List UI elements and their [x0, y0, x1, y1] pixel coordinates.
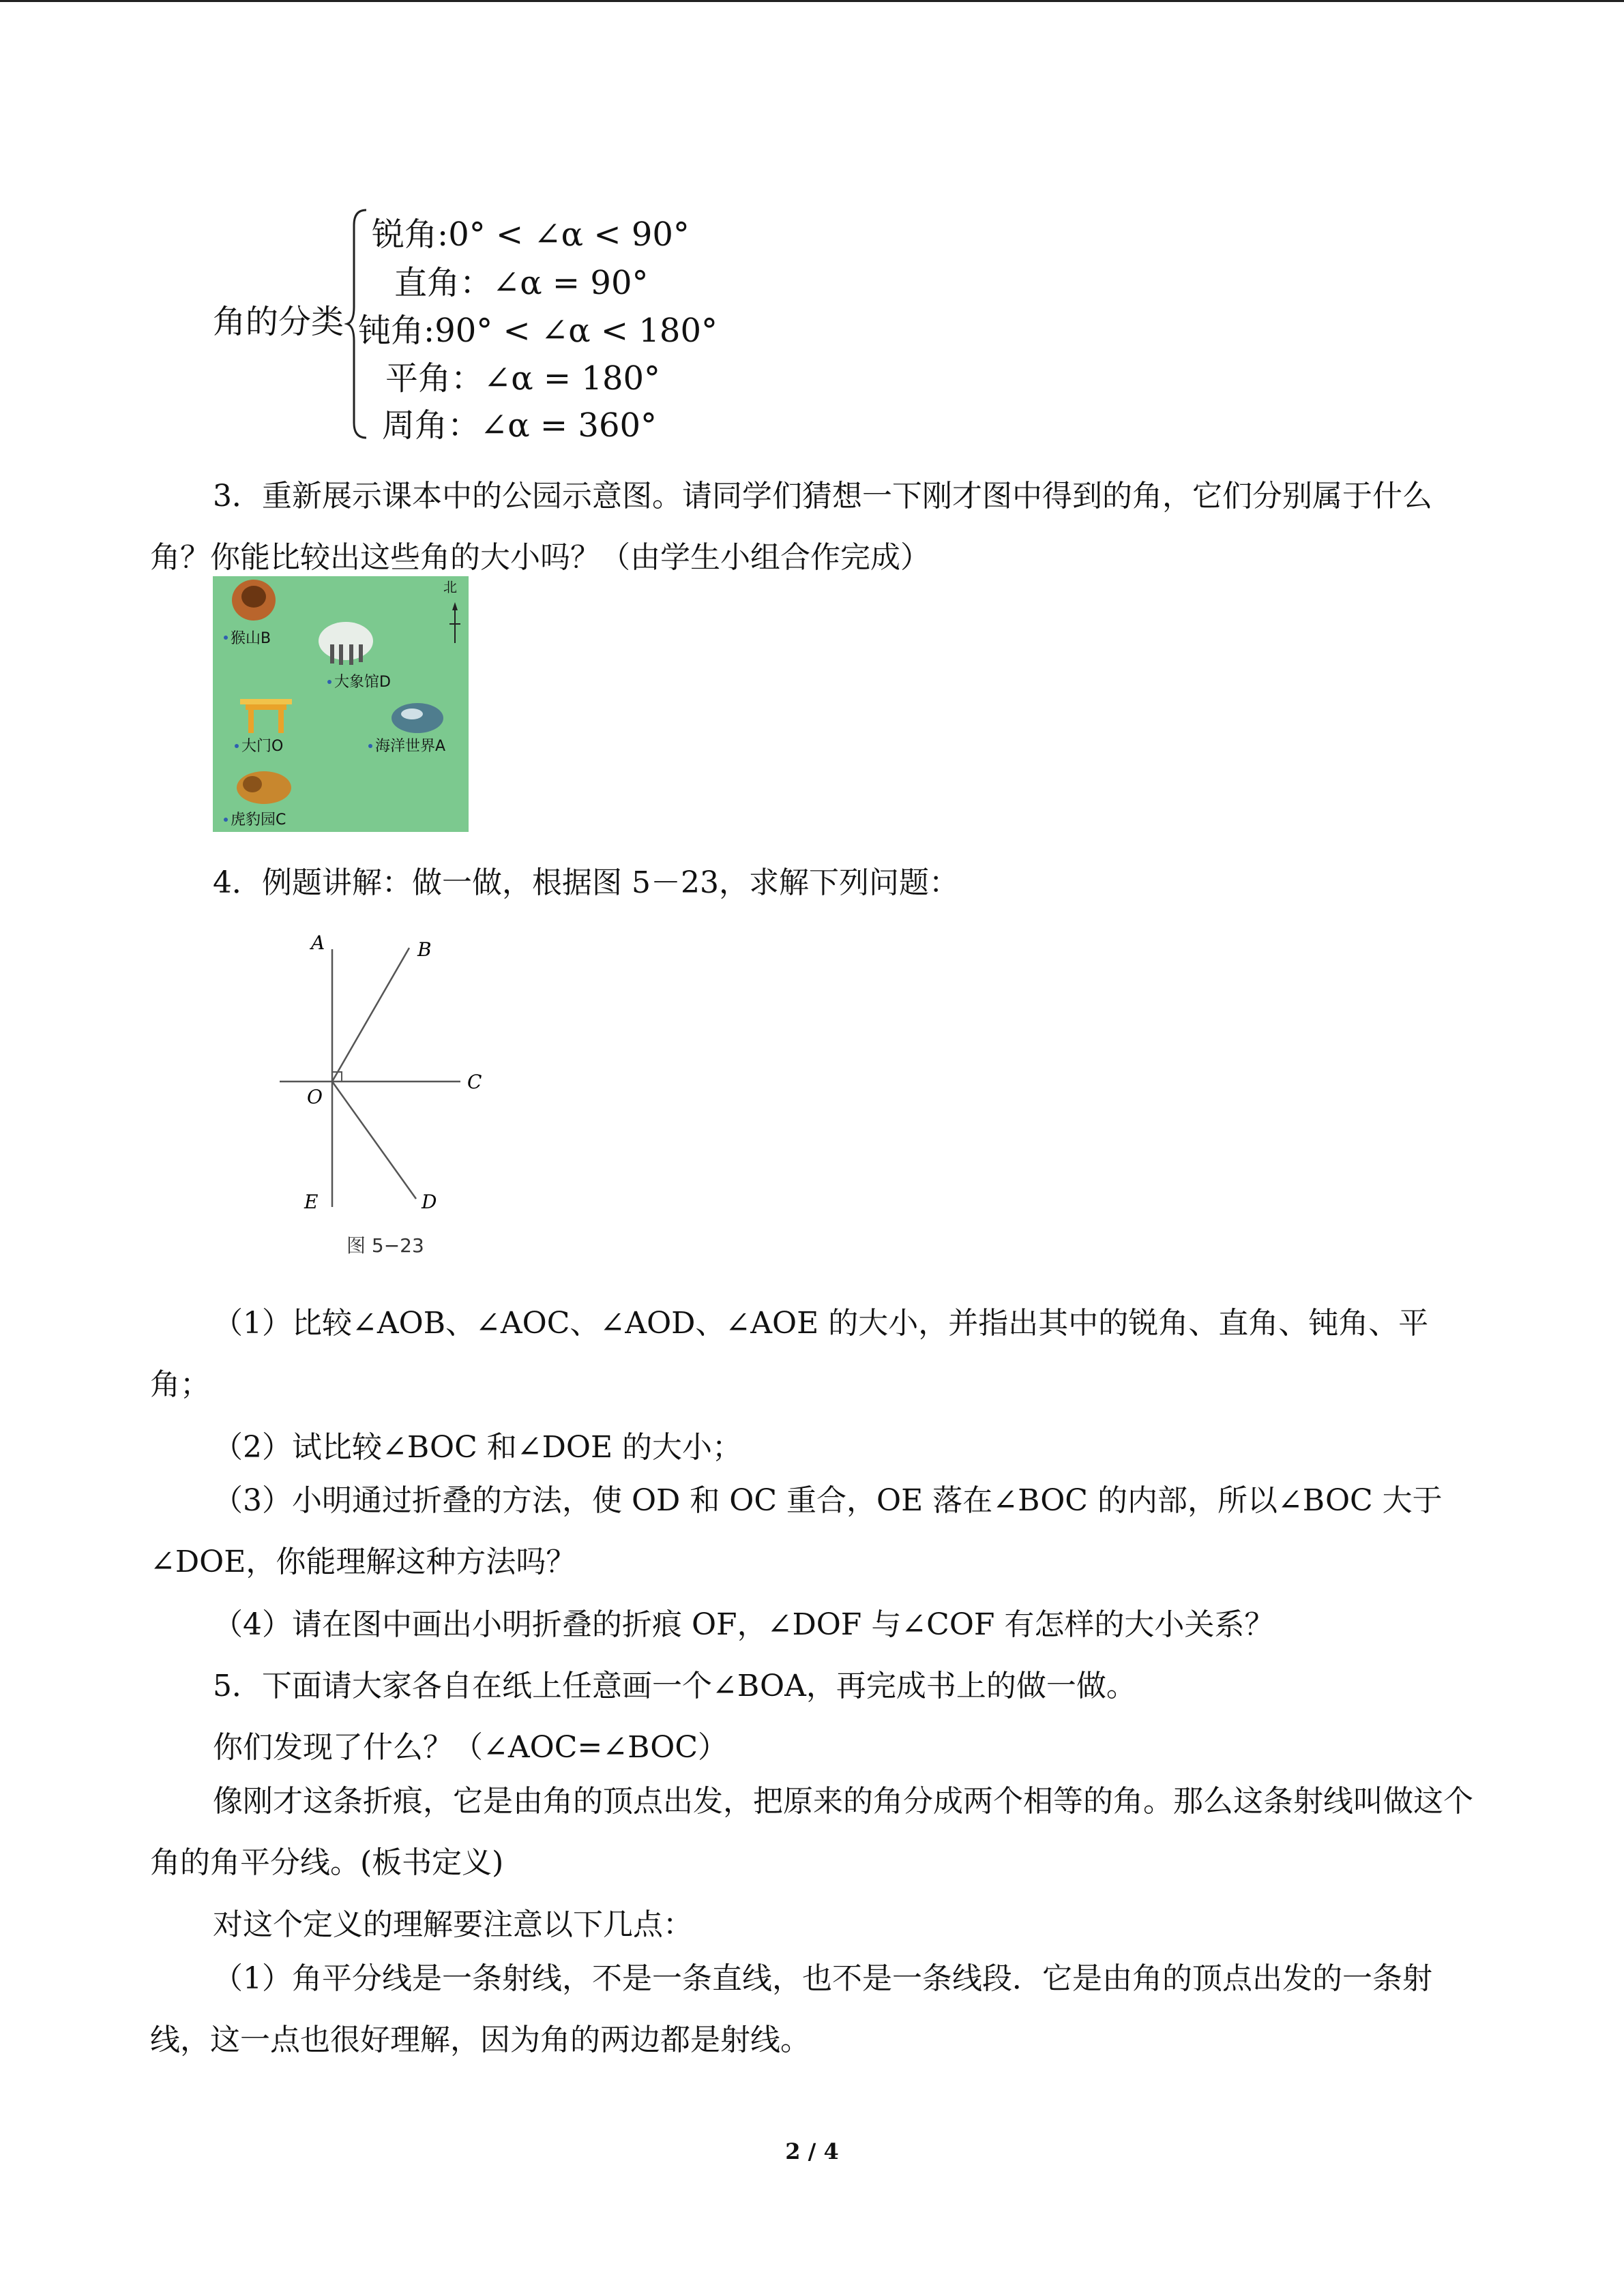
figure-caption: 图 5−23 [346, 1234, 424, 1257]
tiger-dot [224, 818, 228, 822]
paragraph-5: 5．下面请大家各自在纸上任意画一个∠BOA，再完成书上的做一做。 [213, 1669, 1136, 1703]
label-monkey-hill: 猴山B [231, 630, 271, 647]
figure-5-23 [273, 934, 505, 1268]
classification-row-right: 直角：∠α = 90° [394, 264, 649, 302]
label-ocean-world: 海洋世界A [375, 738, 446, 755]
ray-OD [332, 1082, 416, 1199]
paragraph-crease: 像刚才这条折痕，它是由角的顶点出发，把原来的角分成两个相等的角。那么这条射线叫做这个角的角平分线。(板书定义) [150, 1784, 1473, 1880]
paragraph-found: 你们发现了什么？（∠AOC=∠BOC） [213, 1730, 728, 1765]
point-D-label: D [422, 1191, 437, 1213]
point-B-label: B [417, 938, 432, 961]
elephant-dot [327, 680, 331, 684]
tiger-icon [237, 771, 291, 804]
gate-icon [240, 699, 292, 733]
label-elephant-hall: 大象馆D [334, 674, 391, 691]
point-E-label: E [304, 1191, 319, 1213]
question-2: （2）试比较∠BOC 和∠DOE 的大小； [213, 1430, 743, 1465]
park-map [213, 576, 469, 832]
monkey-dot [224, 636, 228, 640]
point-O-label: O [307, 1086, 323, 1108]
elephant-icon [319, 622, 373, 665]
north-arrow-icon [449, 602, 460, 643]
question-3: （3）小明通过折叠的方法，使 OD 和 OC 重合，OE 落在∠BOC 的内部，所以∠BOC 大于∠DOE，你能理解这种方法吗？ [150, 1483, 1443, 1579]
north-label: 北 [443, 579, 457, 595]
page-number: 2 / 4 [785, 2138, 839, 2164]
question-4: （4）请在图中画出小明折叠的折痕 OF，∠DOF 与∠COF 有怎样的大小关系？ [213, 1607, 1275, 1642]
classification-label: 角的分类 [213, 303, 344, 341]
gate-dot [235, 744, 239, 748]
ocean-icon [392, 703, 443, 733]
point-1: （1）角平分线是一条射线，不是一条直线，也不是一条线段．它是由角的顶点出发的一条射线，这一点也很好理解，因为角的两边都是射线。 [150, 1961, 1432, 2057]
ocean-dot [368, 744, 372, 748]
park-map-illustrations [213, 576, 469, 832]
ray-OB [332, 948, 409, 1082]
label-gate: 大门O [241, 738, 284, 755]
classification-row-acute: 锐角:0° < ∠α < 90° [372, 215, 690, 254]
label-tiger-park: 虎豹园C [231, 811, 286, 829]
point-C-label: C [467, 1071, 482, 1093]
paragraph-3: 3．重新展示课本中的公园示意图。请同学们猜想一下刚才图中得到的角，它们分别属于什么角？你能比较出这些角的大小吗？（由学生小组合作完成） [150, 479, 1432, 575]
point-A-label: A [311, 934, 325, 954]
angle-classification [0, 0, 1624, 450]
paragraph-attention: 对这个定义的理解要注意以下几点： [213, 1907, 693, 1942]
question-1: （1）比较∠AOB、∠AOC、∠AOD、∠AOE 的大小，并指出其中的锐角、直角、钝角、平角； [150, 1306, 1429, 1402]
monkey-icon [232, 580, 276, 621]
classification-row-obtuse: 钝角:90° < ∠α < 180° [358, 312, 718, 350]
paragraph-4: 4．例题讲解：做一做，根据图 5－23，求解下列问题： [213, 865, 959, 900]
classification-row-full: 周角：∠α = 360° [382, 406, 658, 445]
classification-row-straight: 平角：∠α = 180° [385, 359, 661, 398]
